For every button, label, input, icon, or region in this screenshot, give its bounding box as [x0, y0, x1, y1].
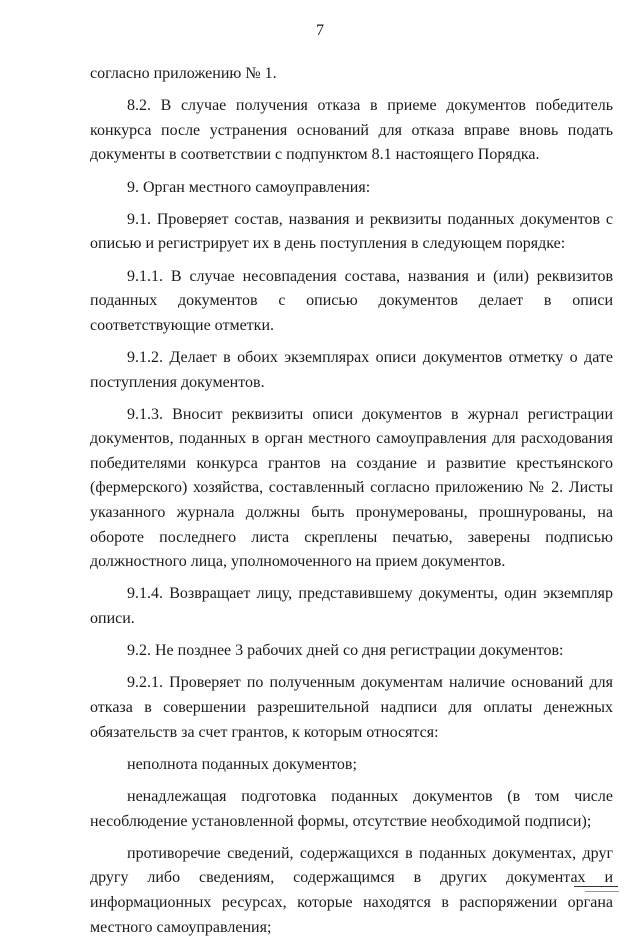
paragraph: согласно приложению № 1. — [90, 65, 277, 82]
list-item: ненадлежащая подготовка поданных документов (в том числе несоблюдение установленной формы, отсутствие необходимой подписи); — [90, 787, 613, 830]
paragraph-9-2: 9.2. Не позднее 3 рабочих дней со дня регистрации документов: — [127, 642, 564, 660]
paragraph-9-1: 9.1. Проверяет состав, названия и реквизиты поданных документов с описью и регистрирует их в день поступления в следующем порядке: — [90, 210, 613, 253]
page-number: 7 — [316, 22, 324, 39]
list-item: противоречие сведений, содержащихся в поданных документах, друг другу либо сведениям, содержащимся в других документах и информационных ресурсах, которые находятся в распоряжении органа местного самоуправления; — [90, 844, 613, 936]
paragraph-9-1-4: 9.1.4. Возвращает лицу, представившему документы, один экземпляр описи. — [90, 585, 613, 628]
paragraph-8-2: 8.2. В случае получения отказа в приеме документов победитель конкурса после устранения оснований для отказа вправе вновь подать документы в соответствии с подпунктом 8.1 настоящего Порядка. — [90, 97, 613, 164]
paragraph-9-1-1: 9.1.1. В случае несовпадения состава, названия и (или) реквизитов поданных документов с описью документов делает в описи соответствующие отметки. — [90, 267, 613, 334]
paragraph-9-1-2: 9.1.2. Делает в обоих экземплярах описи документов отметку о дате поступления документов. — [90, 348, 613, 391]
paragraph-9-1-3: 9.1.3. Вносит реквизиты описи документов в журнал регистрации документов, поданных в орган местного самоуправления для расходования победителями конкурса грантов на создание и развитие крестьянского (фермерского) хозяйства, составленный согласно приложению № 2. Листы указанного журнала должны быть пронумерованы, прошнурованы, на обороте последнего листа скреплены печатью, заверены подписью должностного лица, уполномоченного на прием документов. — [90, 405, 613, 571]
list-item: неполнота поданных документов; — [127, 755, 357, 773]
paragraph-9-2-1: 9.2.1. Проверяет по полученным документам наличие оснований для отказа в совершении разрешительной надписи для оплаты денежных обязательств за счет грантов, к которым относятся: — [90, 674, 613, 741]
footer-rule — [574, 886, 618, 887]
document-body — [90, 62, 613, 948]
paragraph-9-heading: 9. Орган местного самоуправления: — [127, 178, 371, 196]
footer-rule — [585, 891, 619, 892]
